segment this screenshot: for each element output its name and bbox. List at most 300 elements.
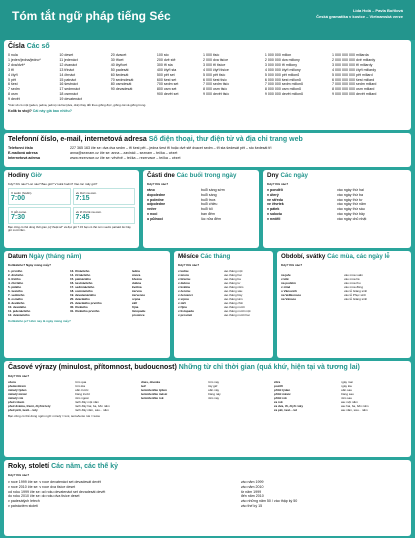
weekdays-section: [263, 170, 411, 248]
authors: Lida Holá – Pavla Bořilová: [352, 8, 403, 13]
seasons-table: [277, 267, 411, 307]
date-ordinal: 18. osmnáctého: [70, 289, 93, 293]
month-vi: vào tháng tám: [223, 297, 243, 301]
clock-question: Kdy? Khi nào? Lúc nào? Bao giờ? V kolik hodin? Vào lúc mấy giờ?: [8, 182, 98, 186]
month-cz: v únoru: [178, 273, 189, 277]
number-item: 7 000 000 000 sedm miliard: [332, 82, 377, 87]
time-present-cz: tento/tenhle rok: [141, 396, 164, 400]
clock-time-card: [8, 188, 71, 205]
time-future-cz: zítra: [274, 380, 281, 384]
time-future-vi: tuần sau: [340, 388, 353, 392]
number-item: 10 deset: [59, 53, 74, 57]
number-item: 17 sedmnáct: [59, 87, 80, 92]
season-cz: na jaře: [281, 273, 291, 277]
clock-time-value: 7:30: [11, 214, 26, 221]
month-vi: vào tháng tư: [223, 281, 241, 285]
time-present-cz: tento/tenhle měsíc: [141, 392, 168, 396]
date-ordinal: 31. třicátého prvního: [70, 309, 100, 313]
number-item: 80 osmdesát: [110, 82, 132, 87]
clock-times: [8, 188, 135, 224]
clock-time-card: [73, 188, 136, 205]
season-vi: vào mùa đông: [344, 285, 364, 289]
date-ordinal: 8. osmého: [8, 297, 23, 301]
present-cz: [141, 380, 208, 412]
month-genitive: května: [132, 285, 142, 289]
numbers-heading: Čísla Các số: [8, 43, 50, 50]
month-cz: v březnu: [178, 277, 191, 281]
numbers-col-3: [107, 53, 153, 102]
phone-value: www.rezervace.cz čte se: věvěvě – tečka – rezervace – tečka – cézet: [70, 155, 181, 160]
daypart-cz: o půlnoci: [147, 216, 163, 221]
time-future-vi: tháng sau: [340, 392, 354, 396]
dayparts-heading: Části dne Các buổi trong ngày: [147, 172, 237, 179]
month-vi: vào tháng mười: [223, 305, 245, 309]
numbers-col-1: [4, 53, 55, 102]
season-cz: v zimě: [281, 285, 291, 289]
time-present-vi: hôm nay: [207, 380, 220, 384]
year-vi: đến năm 2010: [240, 494, 264, 499]
year-cz: v roce 1999 čte se: v roce devatenáct set devadesát devět: [8, 480, 101, 484]
number-item: 8 000 000 osm milionů: [264, 87, 302, 92]
phone-heading: Telefonní číslo, e-mail, internetová adresa Số điện thoại, thư điện tử và địa chỉ trang web: [8, 136, 303, 143]
number-item: 5 000 000 000 pět miliard: [332, 72, 373, 77]
book-title: Česká gramatika v kostce – Vietnamská verze: [316, 14, 403, 19]
time-past-cz: včera: [8, 380, 16, 384]
date-ordinal: 7. sedmého: [8, 293, 25, 297]
numbers-col-2: [55, 53, 106, 102]
date-ordinal: 10. desátého: [8, 305, 27, 309]
number-item: 90 devadesát: [110, 87, 133, 92]
number-item: 200 dvě stě: [156, 57, 176, 62]
dates-col-3: [132, 269, 166, 317]
year-vi: từ năm 1999: [240, 489, 262, 494]
numbers-col-6: [261, 53, 328, 102]
number-item: 19 devatenáct: [59, 97, 82, 102]
date-ordinal: 1. prvního: [8, 269, 23, 273]
number-item: 11 jedenáct: [59, 57, 78, 62]
daypart-cz: v poledne: [147, 197, 164, 202]
dates-heading: Datum Ngày (tháng năm): [8, 253, 82, 260]
number-item: 500 pět set: [156, 72, 175, 77]
date-ordinal: 20. dvacátého: [70, 297, 90, 301]
month-vi: vào tháng năm: [223, 285, 244, 289]
numbers-col-5: [199, 53, 261, 102]
number-item: 6 000 000 šest milionů: [264, 77, 301, 82]
time-future-cz: za pět, šest... let: [274, 408, 298, 412]
year-cz: v patnáctém století: [8, 503, 39, 508]
season-cz: o Vánocích: [281, 289, 298, 293]
season-cz: v létě: [281, 277, 289, 281]
number-item: 4 000 000 čtyři miliony: [264, 67, 301, 72]
number-item: 400 čtyři sta: [156, 67, 177, 72]
month-cz: v říjnu: [178, 305, 188, 309]
month-genitive: března: [132, 277, 142, 281]
date-ordinal: 13. třináctého: [70, 269, 90, 273]
clock-time-value: 7:00: [11, 195, 26, 202]
numbers-col-4: [153, 53, 199, 102]
time-future-cz: pozítří: [274, 384, 283, 388]
past-vi: [75, 380, 142, 412]
time-past-vi: hôm qua: [74, 380, 87, 384]
clock-time-label: Ve tři čtvrtě na osm.: [75, 210, 103, 214]
time-present-cz: tento/tenhle týden: [141, 388, 167, 392]
weekday-cz: ve čtvrtek: [267, 202, 284, 207]
weekday-vi: vào ngày thứ bảy: [337, 211, 365, 216]
daypart-vi: buổi chiều: [201, 202, 218, 207]
season-vi: vào lễ Giáng sinh: [344, 289, 368, 293]
month-vi: vào tháng sáu: [223, 289, 243, 293]
season-vi: vào mùa xuân: [344, 273, 363, 277]
weekday-cz: v pondělí: [267, 188, 283, 192]
years-question: Kdy? Khi nào?: [8, 473, 30, 477]
year-vi: vào năm 2010: [240, 484, 264, 489]
number-item: 60 šedesát: [110, 72, 129, 77]
number-item: 6 000 šest tisíc: [202, 77, 227, 82]
dates-section: [4, 251, 170, 358]
weekday-cz: v pátek: [267, 207, 280, 212]
number-item: 1 000 000 milion: [264, 53, 292, 57]
numbers-section: [4, 40, 411, 130]
future-cz: [274, 380, 341, 412]
number-item: 700 sedm set: [156, 82, 179, 87]
time-past-cz: před pěti, šesti... lety: [8, 408, 38, 412]
weekday-vi: vào ngày thứ sáu: [337, 207, 365, 212]
number-item: 3 000 000 000 tři miliardy: [332, 62, 373, 67]
time-present-vi: năm nay: [207, 396, 220, 400]
years-table: [4, 477, 411, 512]
dayparts-question: Kdy? Khi nào?: [147, 182, 169, 186]
time-expressions-section: [4, 361, 411, 457]
year-vi: vào năm 1999: [240, 480, 264, 484]
date-ordinal: 5. pátého: [8, 285, 22, 289]
number-item: 1 000 tisíc: [202, 53, 220, 57]
date-ordinal: 17. sedmnáctého: [70, 285, 95, 289]
time-present-vi: bây giờ: [207, 384, 218, 388]
weekday-vi: vào ngày thứ hai: [337, 188, 364, 192]
month-vi: vào tháng hai: [223, 273, 242, 277]
number-item: 30 třicet: [110, 57, 124, 62]
weekdays-vi: [337, 188, 407, 222]
dates-col-2: [70, 269, 132, 317]
daypart-cz: ráno: [147, 188, 155, 192]
date-ordinal: 9. devátého: [8, 301, 25, 305]
numbers-note: *Các số có một (jeden, jedna, jedno) và hai (dva, dvě) thay đổi theo giống đực, giống cái và giống trung.: [8, 103, 147, 108]
time-past-cz: minulý rok: [8, 396, 24, 400]
month-vi: vào tháng một: [223, 269, 243, 273]
date-ordinal: 19. devatenáctého: [70, 293, 97, 297]
clock-section: [4, 170, 139, 248]
number-item: 5 pět: [8, 77, 16, 82]
number-item: 4 čtyři: [8, 72, 18, 77]
time-future-vi: năm sau: [340, 396, 353, 400]
number-item: 20 dvacet: [110, 53, 127, 57]
months-question: Kdy? Khi nào?: [178, 263, 200, 267]
time-future-cz: příští rok: [274, 396, 287, 400]
clock-note: Bạn cũng có thể dùng thời gian „kỹ thuật số" và đọc giờ 7.15 bạn có thể nói v sedm patnáct lúc bảy giờ mười lăm.: [8, 226, 131, 233]
phone-value: anna@seznam.cz čte se: anna – zavináč – seznam – tečka – cézet: [70, 150, 178, 155]
time-future-cz: za rok: [274, 400, 283, 404]
time-past-cz: minulý týden: [8, 388, 27, 392]
time-past-vi: năm ngoái: [74, 396, 89, 400]
daypart-vi: buổi sáng: [201, 192, 217, 197]
numbers-col-7: [328, 53, 411, 102]
date-ordinal: 4. čtvrtého: [8, 281, 24, 285]
time-past-vi: hôm kia: [74, 384, 86, 388]
dayparts-vi: [201, 188, 255, 222]
years-section: [4, 460, 411, 536]
past-cz: [8, 380, 75, 412]
time-future-cz: za dva, tři, čtyři roky: [274, 404, 304, 408]
number-item: 800 osm set: [156, 87, 177, 92]
weekdays-heading: Dny Các ngày: [267, 172, 308, 179]
month-vi: vào tháng ba: [223, 277, 241, 281]
number-item: 15 patnáct: [59, 77, 77, 82]
weekday-cz: v sobotu: [267, 211, 282, 216]
number-item: 100 sto: [156, 53, 169, 57]
date-ordinal: 6. šestého: [8, 289, 23, 293]
number-item: 12 dvanáct: [59, 62, 77, 67]
date-ordinal: 15. patnáctého: [70, 277, 92, 281]
dayparts-cz: [147, 188, 201, 222]
season-vi: vào lễ Giáng sinh: [344, 297, 368, 301]
daypart-vi: buổi trưa: [201, 197, 216, 202]
dates-col-1: [8, 269, 70, 317]
time-expressions-note: Bạn cũng có thể dùng ngôn ngữ: minulý = loni, tento/tento rok = letos: [8, 414, 100, 418]
season-cz: na Vánoce: [281, 297, 297, 301]
phone-label: Telefonní číslo: [8, 146, 33, 150]
daypart-vi: buổi tối: [201, 207, 213, 212]
month-genitive: února: [132, 273, 141, 277]
number-item: 18 osmnáct: [59, 92, 78, 97]
time-present-vi: tháng này: [207, 392, 221, 396]
month-genitive: dubna: [132, 281, 141, 285]
daypart-vi: ban đêm: [201, 211, 215, 216]
seasons-cz: [281, 273, 344, 301]
month-cz: v červenci: [178, 293, 193, 297]
years-vi: [241, 480, 407, 509]
daypart-cz: večer: [147, 207, 157, 212]
phone-label: Internetová adresa: [8, 155, 40, 160]
number-item: 13 třináct: [59, 67, 75, 72]
number-item: 9 000 devět tisíc: [202, 92, 230, 97]
year-cz: do roku 2010 čte se: do roku dva tisíce deset: [8, 494, 80, 499]
month-vi: vào tháng mười một: [223, 309, 251, 313]
time-past-vi: cách đây năm, sáu... năm: [74, 408, 109, 412]
weekdays-table: [263, 186, 411, 224]
number-item: 2 dva/dvě*: [8, 62, 25, 67]
phone-label: E-mailová adresa: [8, 150, 38, 155]
season-vi: vào lễ Phục sinh: [344, 293, 367, 297]
time-past-vi: tuần trước: [74, 388, 89, 392]
number-item: 7 000 000 sedm milionů: [264, 82, 304, 87]
daypart-vi: lúc nửa đêm: [201, 216, 221, 221]
phone-value: 227 365 163 čte se: dva dva sedm – tři šest pět – jedna šest tři hoặc dvě stě dvacet sedm – tři sta šedesát pět – sto šedesát tři: [70, 146, 272, 150]
time-present-vi: tuần này: [207, 388, 220, 392]
time-expressions-table: [4, 378, 411, 414]
number-item: 9 000 000 devět milionů: [264, 92, 304, 97]
number-item: 6 000 000 000 šest miliard: [332, 77, 375, 82]
month-cz: v lednu: [178, 269, 189, 273]
number-item: 2 000 000 dva miliony: [264, 57, 300, 62]
phone-section: [4, 133, 411, 167]
number-item: 40 čtyřicet: [110, 62, 128, 67]
date-ordinal: 16. šestnáctého: [70, 281, 93, 285]
seasons-vi: [344, 273, 407, 301]
date-ordinal: 12. dvanáctého: [8, 313, 30, 317]
price-question: Kolik to stojí? Cái này giá bao nhiêu?: [8, 109, 72, 114]
month-vi: vào tháng chín: [223, 301, 244, 305]
dates-table: [4, 267, 170, 319]
daypart-cz: dopoledne: [147, 192, 166, 197]
time-past-cz: před dvěma, třemi, čtyřmi lety: [8, 404, 51, 408]
time-past-cz: předevčírem: [8, 384, 26, 388]
number-item: 9 devět: [8, 97, 20, 102]
number-item: 600 šest set: [156, 77, 177, 82]
number-item: 0 nula: [8, 53, 18, 57]
weekday-cz: v úterý: [267, 192, 279, 197]
number-item: 8 000 osm tisíc: [202, 87, 228, 92]
season-vi: vào mùa thu: [344, 281, 361, 285]
number-item: 8 osm: [8, 92, 18, 97]
date-ordinal: 2. druhého: [8, 273, 24, 277]
month-genitive: srpna: [132, 297, 141, 301]
future-vi: [341, 380, 408, 412]
date-ordinal: 21. dvacátého prvního: [70, 301, 102, 305]
time-future-cz: příští měsíc: [274, 392, 291, 396]
clock-time-value: 7:15: [75, 195, 90, 202]
time-present-cz: dnes, dneska: [141, 380, 161, 384]
month-cz: v září: [178, 301, 186, 305]
season-cz: na Velikonoce: [281, 293, 302, 297]
number-item: 4 000 čtyři tisíce: [202, 67, 229, 72]
present-vi: [208, 380, 275, 412]
number-item: 3 000 tři tisíce: [202, 62, 226, 67]
clock-time-label: Ve čtvrt na osm.: [75, 191, 98, 195]
number-item: 9 000 000 000 devět miliard: [332, 92, 377, 97]
clock-heading: Hodiny Giờ: [8, 172, 42, 179]
time-future-vi: sau một năm: [340, 400, 358, 404]
number-item: 4 000 000 000 čtyři miliardy: [332, 67, 376, 72]
number-item: 5 000 pět tisíc: [202, 72, 226, 77]
date-ordinal: 14. čtrnáctého: [70, 273, 91, 277]
seasons-section: [277, 251, 411, 358]
month-cz: v červnu: [178, 289, 191, 293]
clock-time-label: V sedm (hodin).: [11, 191, 33, 195]
number-item: 300 tři sta: [156, 62, 173, 67]
year-cz: od roku 1999 čte se: od roku devatenáct set devadesát devět: [8, 489, 106, 494]
season-cz: na podzim: [281, 281, 296, 285]
weekday-cz: ve středu: [267, 197, 283, 202]
number-item: 7 sedm: [8, 87, 20, 92]
month-genitive: září: [132, 301, 138, 305]
month-cz: v dubnu: [178, 281, 190, 285]
number-item: 1 000 000 000 miliarda: [332, 53, 369, 57]
month-cz: v listopadu: [178, 309, 194, 313]
months-section: [174, 251, 273, 358]
number-item: 5 000 000 pět milionů: [264, 72, 300, 77]
time-past-vi: tháng trước: [74, 392, 91, 396]
seasons-question: Kdy? Khi nào?: [281, 263, 303, 267]
time-expressions-heading: Časové výrazy (minulost, přítomnost, budoucnost) Những từ chỉ thời gian (quá khứ, hiện tại và tương lai): [8, 364, 360, 371]
number-item: 8 000 000 000 osm miliard: [332, 87, 375, 92]
months-vi: [224, 269, 270, 317]
months-heading: Měsíce Các tháng: [178, 253, 231, 260]
date-ordinal: 3. třetího: [8, 277, 21, 281]
number-item: 70 sedmdesát: [110, 77, 134, 82]
number-item: 2 000 000 000 dvě miliardy: [332, 57, 376, 62]
dates-question: Kolikátého? Ngày mùng mấy?: [8, 263, 52, 267]
dayparts-section: [143, 170, 259, 248]
time-present-cz: teď: [141, 384, 146, 388]
season-vi: vào mùa hè: [344, 277, 360, 281]
time-future-vi: ngày mai: [340, 380, 353, 384]
month-vi: vào tháng bảy: [223, 293, 243, 297]
dates-question-2: Kolikátého je? Hôm nay là ngày mùng mấy?: [8, 319, 71, 323]
time-past-cz: minulý měsíc: [8, 392, 28, 396]
month-genitive: července: [132, 293, 146, 297]
time-past-cz: před rokem: [8, 400, 25, 404]
year-cz: v roce 2010 čte se: v roce dva tisíce deset: [8, 484, 76, 489]
daypart-cz: odpoledne: [147, 202, 166, 207]
time-expressions-question: Kdy? Khi nào?: [8, 374, 30, 378]
clock-time-label: V půl osmé.: [11, 210, 27, 214]
number-item: 16 šestnáct: [59, 82, 78, 87]
month-cz: v srpnu: [178, 297, 189, 301]
month-cz: v prosinci: [178, 313, 193, 317]
phone-table: [4, 146, 411, 160]
weekday-vi: vào ngày thứ năm: [337, 202, 366, 207]
phone-values: [70, 146, 407, 160]
date-ordinal: 11. jedenáctého: [8, 309, 31, 313]
dayparts-table: [143, 186, 259, 224]
months-table: [174, 267, 273, 319]
clock-time-card: [8, 207, 71, 224]
number-item: 14 čtrnáct: [59, 72, 76, 77]
number-item: 6 šest: [8, 82, 18, 87]
number-item: 2 000 dva tisíce: [202, 57, 229, 62]
weekdays-cz: [267, 188, 337, 222]
weekdays-question: Kdy? Khi nào?: [267, 182, 289, 186]
daypart-cz: v noci: [147, 211, 158, 216]
year-vi: vào những năm 50 / vào thập kỷ 50: [240, 499, 298, 504]
weekday-cz: v neděli: [267, 216, 281, 221]
clock-time-card: [73, 207, 136, 224]
time-past-vi: cách đây một năm: [74, 400, 100, 404]
page-title: Tóm tắt ngữ pháp tiếng Séc: [12, 9, 171, 23]
number-item: 3 000 000 tři miliony: [264, 62, 298, 67]
numbers-table: [4, 53, 411, 102]
weekday-vi: vào ngày thứ tư: [337, 197, 363, 202]
number-item: 1 jeden/jedna/jedno*: [8, 57, 41, 62]
daypart-vi: buổi sáng sớm: [201, 188, 225, 192]
date-ordinal: 30. třicátého: [70, 305, 88, 309]
phone-labels: [8, 146, 70, 160]
time-future-vi: ngày kia: [340, 384, 352, 388]
month-genitive: prosince: [132, 313, 145, 317]
number-item: 900 devět set: [156, 92, 179, 97]
weekday-vi: vào ngày chủ nhật: [337, 216, 367, 221]
years-heading: Roky, století Các năm, các thế kỷ: [8, 463, 118, 470]
month-genitive: listopadu: [132, 309, 146, 313]
header: [0, 0, 415, 40]
time-future-vi: sau năm, sáu... năm: [340, 408, 368, 412]
time-future-cz: příští týden: [274, 388, 291, 392]
month-genitive: ledna: [132, 269, 140, 273]
seasons-heading: Období, svátky Các mùa, các ngày lễ: [281, 253, 390, 260]
number-item: 50 padesát: [110, 67, 129, 72]
year-cz: v padesátých letech: [8, 499, 40, 504]
month-genitive: října: [132, 305, 139, 309]
